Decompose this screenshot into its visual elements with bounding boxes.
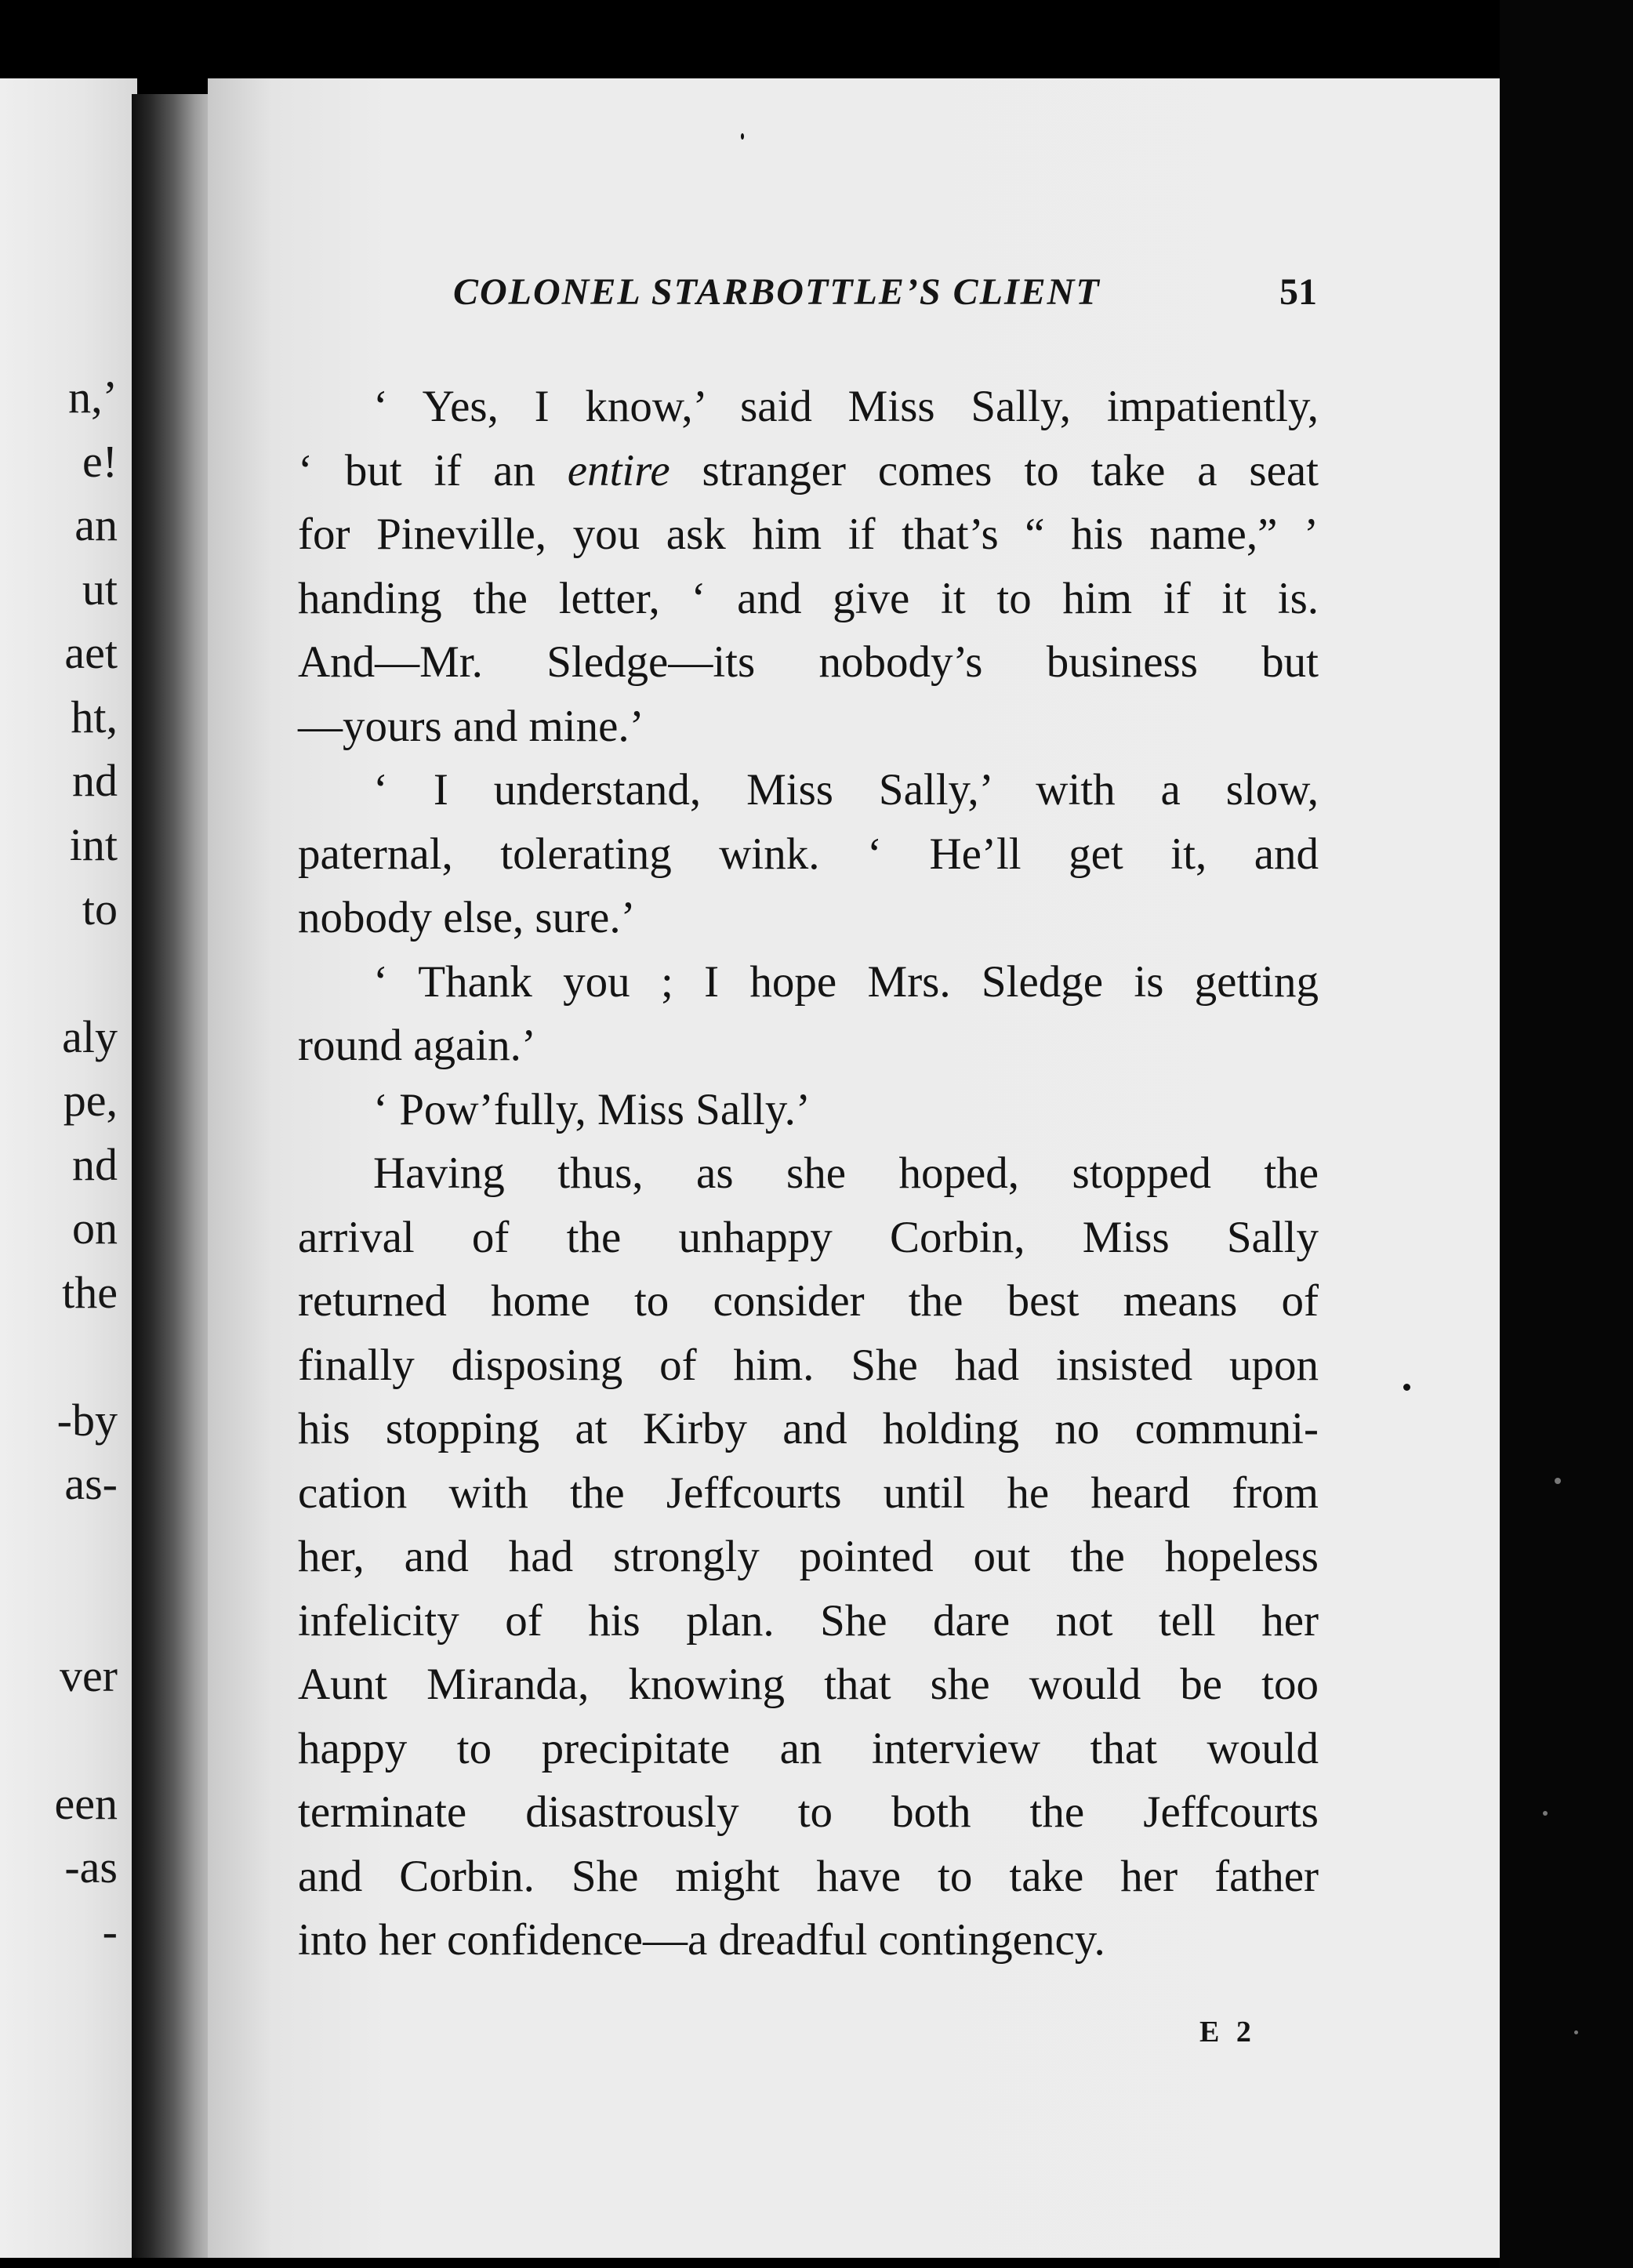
previous-page-fragment-line: aly bbox=[62, 1011, 118, 1062]
page-number: 51 bbox=[1279, 271, 1317, 313]
previous-page-fragment-line: int bbox=[69, 819, 118, 870]
previous-page-fragment-line: -by bbox=[56, 1395, 118, 1446]
previous-page-fragment-line: een bbox=[54, 1778, 118, 1829]
previous-page-fragment-line: pe, bbox=[63, 1075, 118, 1126]
previous-page-fragment-line: nd bbox=[72, 1139, 118, 1190]
scan-speck bbox=[1555, 1478, 1561, 1484]
previous-page-fragment-line: on bbox=[72, 1203, 118, 1254]
previous-page-fragment-line: n,’ bbox=[68, 372, 118, 423]
scan-background-right bbox=[1500, 0, 1633, 2268]
text-line: cation with the Jeffcourts until he heard from bbox=[298, 1468, 1319, 1518]
page-body-text bbox=[298, 375, 1319, 1972]
previous-page-fragment-line: e! bbox=[82, 436, 118, 487]
previous-page-fragment-line: ut bbox=[82, 564, 118, 615]
previous-page-fragment-line: - bbox=[102, 1906, 118, 1957]
signature-mark: E 2 bbox=[1199, 2016, 1256, 2048]
page-blemish bbox=[1403, 1384, 1410, 1391]
text-line: Having thus, as she hoped, stopped the bbox=[373, 1149, 1319, 1198]
previous-page-fragment-line: aet bbox=[64, 627, 118, 678]
text-line: infelicity of his plan. She dare not tell her bbox=[298, 1595, 1319, 1646]
text-segment: stranger comes to take a seat bbox=[670, 445, 1319, 495]
text-line: —yours and mine.’ bbox=[298, 701, 644, 751]
text-line: handing the letter, ‘ and give it to him if it is. bbox=[298, 573, 1319, 623]
text-line: ‘ Thank you ; I hope Mrs. Sledge is getting bbox=[373, 956, 1319, 1007]
previous-page-fragment-line: ver bbox=[59, 1650, 118, 1701]
previous-page-fragment-line: nd bbox=[72, 755, 118, 806]
text-line: arrival of the unhappy Corbin, Miss Sally bbox=[298, 1212, 1319, 1262]
previous-page-fragment-line: ht, bbox=[71, 691, 118, 742]
page-blemish bbox=[741, 133, 744, 140]
previous-page-fragment-line: to bbox=[82, 884, 118, 934]
text-line: nobody else, sure.’ bbox=[298, 893, 636, 942]
text-line: for Pineville, you ask him if that’s “ his name,” ’ bbox=[298, 510, 1319, 559]
text-line: terminate disastrously to both the Jeffcourts bbox=[298, 1787, 1319, 1837]
text-line: ‘ Yes, I know,’ said Miss Sally, impatiently, bbox=[373, 382, 1319, 431]
previous-page-fragment-line: as- bbox=[64, 1458, 118, 1509]
text-line: And—Mr. Sledge—its nobody’s business but bbox=[298, 637, 1319, 687]
text-line: returned home to consider the best means of bbox=[298, 1276, 1319, 1326]
text-line: ‘ Pow’fully, Miss Sally.’ bbox=[373, 1084, 811, 1134]
scan-speck bbox=[1543, 1811, 1548, 1816]
text-line bbox=[298, 439, 1319, 503]
text-line: into her confidence—a dreadful contingency. bbox=[298, 1915, 1105, 1965]
text-line: happy to precipitate an interview that would bbox=[298, 1723, 1319, 1773]
text-line: finally disposing of him. She had insisted upon bbox=[298, 1340, 1319, 1390]
book-gutter-shadow bbox=[132, 94, 220, 2258]
text-line: her, and had strongly pointed out the hopeless bbox=[298, 1532, 1319, 1581]
italic-word: entire bbox=[567, 445, 670, 495]
previous-page-fragment-line: the bbox=[62, 1267, 118, 1318]
text-line: ‘ I understand, Miss Sally,’ with a slow, bbox=[373, 765, 1319, 815]
text-line: and Corbin. She might have to take her father bbox=[298, 1851, 1319, 1901]
running-head: COLONEL STARBOTTLE’S CLIENT bbox=[453, 271, 1101, 313]
previous-page-fragment-line: an bbox=[74, 499, 118, 550]
text-line: Aunt Miranda, knowing that she would be too bbox=[298, 1660, 1319, 1709]
text-segment: ‘ but if an bbox=[298, 445, 568, 495]
text-line: his stopping at Kirby and holding no communi- bbox=[298, 1404, 1319, 1453]
text-line: round again.’ bbox=[298, 1021, 536, 1070]
text-line: paternal, tolerating wink. ‘ He’ll get it, and bbox=[298, 829, 1319, 879]
scan-speck bbox=[1574, 2030, 1578, 2034]
previous-page-fragment-line: -as bbox=[64, 1842, 118, 1892]
